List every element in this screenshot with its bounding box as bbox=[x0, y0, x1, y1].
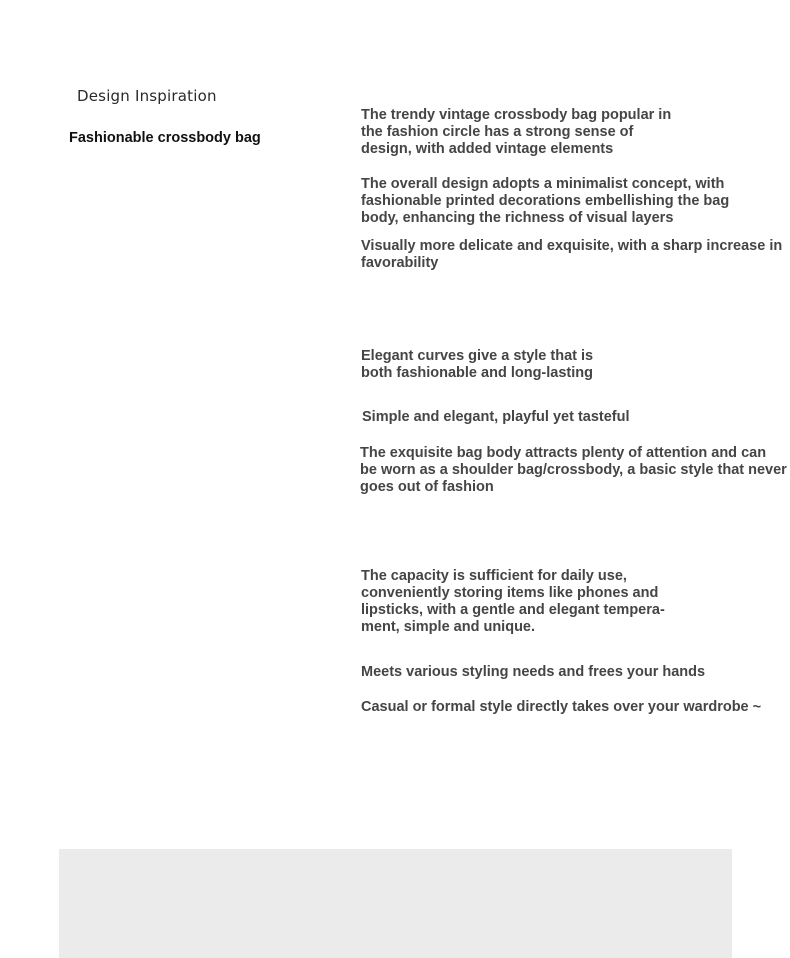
feature-paragraph-4: Elegant curves give a style that is both fashionable and long-lasting bbox=[361, 348, 594, 381]
feature-paragraph-2: The overall design adopts a minimalist concept, with fashionable printed decorations embellishing the bag body, enhancing the richness of visual layers bbox=[361, 176, 730, 226]
image-placeholder bbox=[59, 849, 732, 958]
feature-paragraph-9: Casual or formal style directly takes over your wardrobe ~ bbox=[361, 699, 762, 715]
section-title: Design Inspiration bbox=[77, 87, 217, 105]
feature-paragraph-1: The trendy vintage crossbody bag popular in the fashion circle has a strong sense of design, with added vintage elements bbox=[361, 107, 672, 157]
feature-paragraph-6: The exquisite bag body attracts plenty of attention and can be worn as a shoulder bag/crossbody, a basic style that never goes out of fashion bbox=[360, 445, 787, 495]
product-subtitle: Fashionable crossbody bag bbox=[69, 130, 261, 146]
feature-paragraph-5: Simple and elegant, playful yet tasteful bbox=[362, 409, 630, 425]
feature-paragraph-8: Meets various styling needs and frees your hands bbox=[361, 664, 706, 680]
feature-paragraph-3: Visually more delicate and exquisite, with a sharp increase in favorability bbox=[361, 238, 783, 271]
feature-paragraph-7: The capacity is sufficient for daily use, conveniently storing items like phones and lipsticks, with a gentle and elegant tempera- ment, simple and unique. bbox=[361, 568, 665, 635]
